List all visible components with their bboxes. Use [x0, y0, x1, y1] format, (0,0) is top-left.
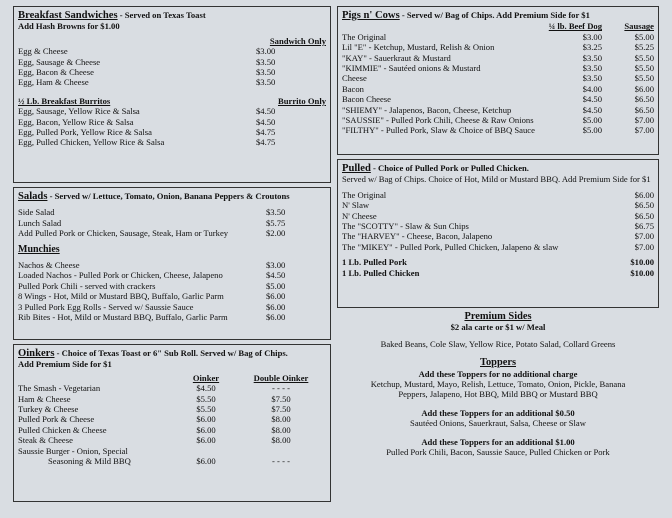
item-name: The Original: [342, 31, 387, 42]
item-name: Ham & Cheese: [18, 393, 71, 404]
item-price: $6.00: [196, 456, 216, 467]
list-item: [18, 218, 326, 228]
item-name: Egg, Sausage & Cheese: [18, 56, 101, 67]
item-price: $4.50: [266, 270, 286, 281]
item-name: Turkey & Cheese: [18, 404, 79, 415]
list-item: [18, 456, 326, 466]
oinkers-list: [18, 383, 326, 466]
sides-block: [337, 312, 659, 457]
item-price-alt: $5.25: [634, 42, 654, 53]
pulled-note: Served w/ Bag of Chips. Choice of Hot, Mild or Mustard BBQ. Add Premium Side for $1: [342, 174, 651, 185]
pigs-list: [342, 32, 654, 136]
list-item: [342, 94, 654, 104]
munchies-heading: Munchies: [18, 243, 60, 255]
item-name: "KIMMIE" - Sautéed onions & Mustard: [342, 63, 481, 74]
item-price-alt: $7.00: [634, 115, 654, 126]
item-price-alt: $8.00: [271, 424, 291, 435]
list-item: [342, 242, 654, 252]
breakfast-burrito-list: [18, 106, 326, 148]
list-item: [18, 270, 326, 280]
item-price: $6.00: [266, 301, 286, 312]
toppers-free-line1: Ketchup, Mustard, Mayo, Relish, Lettuce, Tomato, Onion, Pickle, Banana: [370, 379, 626, 390]
item-price: $3.50: [256, 67, 276, 78]
item-name: "SHIEMY" - Jalapenos, Bacon, Cheese, Ketchup: [342, 104, 512, 115]
item-price: $7.00: [634, 231, 654, 242]
item-price: $4.50: [196, 383, 216, 394]
list-item: [18, 312, 326, 322]
breakfast-note: Add Hash Browns for $1.00: [18, 21, 120, 32]
toppers-100-heading: Add these Toppers for an additional $1.00: [421, 436, 575, 447]
breakfast-heading: Breakfast Sandwiches - Served on Texas Toast: [18, 10, 206, 21]
item-price: $4.50: [582, 94, 602, 105]
item-name: Bacon Cheese: [342, 94, 391, 105]
item-price-alt: $8.00: [271, 414, 291, 425]
item-name: The "HARVEY" - Cheese, Bacon, Jalapeno: [342, 231, 493, 242]
oinkers-col-header: Oinker Double Oinker: [192, 372, 309, 383]
list-item: [342, 190, 654, 200]
item-price: $3.50: [256, 77, 276, 88]
list-item: [18, 137, 326, 147]
sandwich-col-header: Sandwich Only: [269, 35, 326, 46]
item-price: $6.00: [196, 424, 216, 435]
sides-list: Baked Beans, Cole Slaw, Yellow Rice, Potato Salad, Collard Greens: [380, 338, 616, 349]
pigs-section: [337, 6, 659, 155]
pulled-section: [337, 159, 659, 308]
pulled-heading: Pulled - Choice of Pulled Pork or Pulled Chicken.: [342, 163, 529, 174]
item-price: $3.00: [256, 46, 276, 57]
item-price: $5.50: [196, 404, 216, 415]
item-price: $3.00: [582, 31, 602, 42]
item-price: $6.75: [634, 221, 654, 232]
item-name: Steak & Cheese: [18, 435, 73, 446]
item-price: $3.50: [582, 63, 602, 74]
list-item: [18, 228, 326, 238]
item-price: $10.00: [630, 257, 654, 268]
pulled-list: [342, 190, 654, 252]
item-name: Lil "E" - Ketchup, Mustard, Relish & Onion: [342, 42, 495, 53]
pulled-pound-list: [342, 257, 654, 278]
item-price-alt: - - - -: [272, 383, 290, 394]
item-price-alt: $7.00: [634, 125, 654, 136]
item-price-alt: $8.00: [271, 435, 291, 446]
list-item: [18, 127, 326, 137]
list-item: [18, 425, 326, 435]
item-price: $3.50: [266, 207, 286, 218]
item-name: The "SCOTTY" - Slaw & Sun Chips: [342, 221, 469, 232]
item-name: Bacon: [342, 83, 364, 94]
item-price: $5.50: [196, 393, 216, 404]
list-item: [342, 211, 654, 221]
list-item: [342, 268, 654, 278]
salads-heading: Salads - Served w/ Lettuce, Tomato, Onion, Banana Peppers & Croutons: [18, 191, 290, 202]
list-item: [342, 84, 654, 94]
list-item: [342, 53, 654, 63]
left-column: [13, 6, 331, 506]
item-price: $3.50: [582, 73, 602, 84]
item-price: $4.50: [256, 116, 276, 127]
item-price: $3.25: [582, 42, 602, 53]
item-name: Nachos & Cheese: [18, 260, 80, 271]
list-item: [342, 200, 654, 210]
item-price: $5.00: [582, 115, 602, 126]
item-price: $3.00: [266, 260, 286, 271]
item-name: Egg, Pulled Chicken, Yellow Rice & Salsa: [18, 137, 165, 148]
list-item: [18, 394, 326, 404]
item-name: Pulled Chicken & Cheese: [18, 424, 107, 435]
list-item: [342, 32, 654, 42]
right-column: [337, 6, 659, 457]
item-price: $5.00: [582, 125, 602, 136]
item-price: $6.00: [196, 435, 216, 446]
item-name: Egg, Ham & Cheese: [18, 77, 89, 88]
item-price: $5.00: [266, 280, 286, 291]
item-price-alt: $5.50: [634, 73, 654, 84]
item-name: The "MIKEY" - Pulled Pork, Pulled Chicken, Jalapeno & slaw: [342, 241, 559, 252]
item-name: 3 Pulled Pork Egg Rolls - Served w/ Saussie Sauce: [18, 301, 194, 312]
salad-list: [18, 207, 326, 238]
list-item: [342, 63, 654, 73]
oinkers-note: Add Premium Side for $1: [18, 359, 112, 370]
item-name: The Original: [342, 189, 387, 200]
item-price: $4.75: [256, 127, 276, 138]
sides-title: Premium Sides: [464, 311, 532, 322]
toppers-free-line2: Peppers, Jalapeno, Hot BBQ, Mild BBQ or Mustard BBQ: [398, 389, 598, 400]
sides-price: $2 ala carte or $1 w/ Meal: [450, 322, 546, 333]
oinkers-heading: Oinkers - Choice of Texas Toast or 6" Sub Roll. Served w/ Bag of Chips.: [18, 348, 288, 359]
item-price-alt: $6.50: [634, 104, 654, 115]
item-price: $4.75: [256, 137, 276, 148]
item-name: Egg, Bacon, Yellow Rice & Salsa: [18, 116, 134, 127]
item-price: $6.00: [634, 189, 654, 200]
list-item: [342, 125, 654, 135]
item-price-alt: $5.50: [634, 63, 654, 74]
item-price: $6.00: [266, 291, 286, 302]
item-name: Egg & Cheese: [18, 46, 68, 57]
item-price-alt: $6.50: [634, 94, 654, 105]
item-price-alt: [236, 446, 326, 456]
item-price-alt: - - - -: [272, 456, 290, 467]
item-price-alt: $5.00: [634, 31, 654, 42]
item-name: N' Slaw: [342, 200, 370, 211]
list-item: [18, 446, 326, 456]
list-item: [342, 115, 654, 125]
toppers-free-heading: Add these Toppers for no additional charge: [418, 368, 578, 379]
item-price: $3.50: [582, 52, 602, 63]
item-name: Lunch Salad: [18, 217, 62, 228]
list-item: [18, 77, 326, 87]
item-name: "FILTHY" - Pulled Pork, Slaw & Choice of BBQ Sauce: [342, 125, 535, 136]
item-price-alt: $7.50: [271, 404, 291, 415]
item-name: Saussie Burger - Onion, Special: [18, 445, 128, 456]
item-price: $10.00: [630, 267, 654, 278]
item-name: Egg, Bacon & Cheese: [18, 67, 94, 78]
list-item: [18, 281, 326, 291]
item-price: $7.00: [634, 241, 654, 252]
item-name: Seasoning & Mild BBQ: [48, 456, 131, 467]
list-item: [18, 291, 326, 301]
item-name: 1 Lb. Pulled Chicken: [342, 267, 420, 278]
item-price: $4.50: [256, 106, 276, 117]
item-price: $4.50: [582, 104, 602, 115]
item-name: The Smash - Vegetarian: [18, 383, 101, 394]
item-price: $5.75: [266, 217, 286, 228]
item-name: Cheese: [342, 73, 367, 84]
burrito-col-header: ½ Lb. Breakfast Burritos Burrito Only: [18, 95, 326, 106]
list-item: [342, 231, 654, 241]
breakfast-section: [13, 6, 331, 183]
item-name: "KAY" - Sauerkraut & Mustard: [342, 52, 451, 63]
item-price: $6.00: [196, 414, 216, 425]
list-item: [342, 42, 654, 52]
list-item: [18, 46, 326, 56]
item-price-alt: $6.00: [634, 83, 654, 94]
list-item: [18, 117, 326, 127]
pigs-heading: Pigs n' Cows - Served w/ Bag of Chips. Add Premium Side for $1: [342, 10, 590, 21]
list-item: [18, 260, 326, 270]
list-item: [342, 105, 654, 115]
item-name: "SAUSSIE" - Pulled Pork Chili, Cheese & Raw Onions: [342, 115, 534, 126]
item-name: Pulled Pork Chili - served with crackers: [18, 280, 156, 291]
toppers-50-heading: Add these Toppers for an additional $0.50: [421, 407, 575, 418]
list-item: [18, 67, 326, 77]
item-price-alt: $7.50: [271, 393, 291, 404]
item-price: $3.50: [256, 56, 276, 67]
list-item: [18, 106, 326, 116]
munchies-list: [18, 260, 326, 322]
item-name: Rib Bites - Hot, Mild or Mustard BBQ, Buffalo, Garlic Parm: [18, 312, 228, 323]
item-price: $6.50: [634, 210, 654, 221]
item-price-alt: $5.50: [634, 52, 654, 63]
pigs-col-header: ¼ lb. Beef Dog Sausage: [548, 21, 654, 32]
item-name: Egg, Sausage, Yellow Rice & Salsa: [18, 106, 140, 117]
item-price: $6.00: [266, 312, 286, 323]
toppers-50-items: Sautéed Onions, Sauerkraut, Salsa, Cheese or Slaw: [410, 418, 586, 429]
list-item: [342, 73, 654, 83]
list-item: [342, 257, 654, 267]
item-price: $6.50: [634, 200, 654, 211]
item-name: Pulled Pork & Cheese: [18, 414, 95, 425]
toppers-100-items: Pulled Pork Chili, Bacon, Saussie Sauce, Pulled Chicken or Pork: [386, 447, 610, 458]
breakfast-sandwich-list: [18, 46, 326, 88]
item-price: $2.00: [266, 228, 286, 239]
list-item: [342, 221, 654, 231]
list-item: [18, 302, 326, 312]
item-price: $4.00: [582, 83, 602, 94]
list-item: [18, 435, 326, 445]
item-name: 8 Wings - Hot, Mild or Mustard BBQ, Buffalo, Garlic Parm: [18, 291, 224, 302]
item-price: [176, 446, 236, 456]
item-name: 1 Lb. Pulled Pork: [342, 257, 407, 268]
item-name: Add Pulled Pork or Chicken, Sausage, Steak, Ham or Turkey: [18, 228, 229, 239]
oinkers-section: [13, 344, 331, 502]
list-item: [18, 57, 326, 67]
item-name: Loaded Nachos - Pulled Pork or Chicken, Cheese, Jalapeno: [18, 270, 223, 281]
item-name: N' Cheese: [342, 210, 377, 221]
salads-section: [13, 187, 331, 340]
list-item: [18, 383, 326, 393]
item-name: Egg, Pulled Pork, Yellow Rice & Salsa: [18, 127, 152, 138]
item-name: Side Salad: [18, 207, 55, 218]
toppers-title: Toppers: [480, 357, 516, 369]
list-item: [18, 404, 326, 414]
list-item: [18, 414, 326, 424]
list-item: [18, 207, 326, 217]
